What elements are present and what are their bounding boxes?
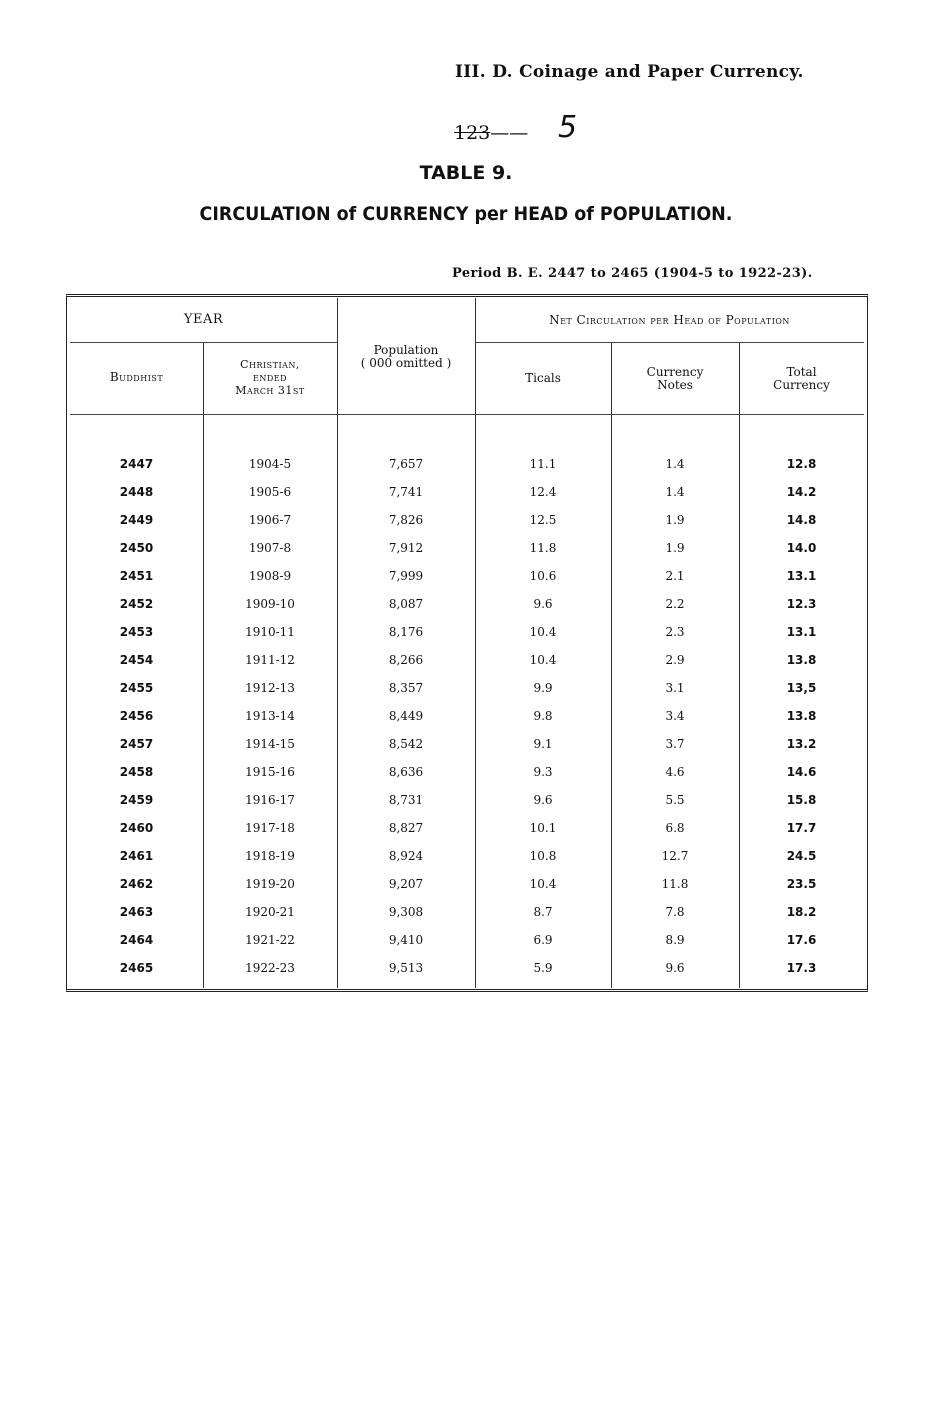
cell-population: 8,266 bbox=[388, 653, 424, 667]
cell-ticals: 8.7 bbox=[533, 905, 553, 919]
cell-buddhist: 2463 bbox=[119, 905, 154, 919]
cell-total: 13.2 bbox=[786, 737, 817, 751]
header-total-line2: Currency bbox=[773, 378, 830, 392]
cell-population: 8,636 bbox=[388, 765, 424, 779]
cell-notes: 6.8 bbox=[665, 821, 685, 835]
cell-notes: 4.6 bbox=[665, 765, 685, 779]
cell-christian: 1908-9 bbox=[248, 569, 292, 583]
cell-ticals: 11.8 bbox=[529, 541, 557, 555]
cell-population: 8,827 bbox=[388, 821, 424, 835]
cell-christian: 1913-14 bbox=[245, 709, 295, 723]
cell-total: 14.0 bbox=[786, 541, 817, 555]
cell-notes: 3.7 bbox=[665, 737, 685, 751]
table-title: CIRCULATION of CURRENCY per HEAD of POPULATION. bbox=[199, 203, 733, 225]
cell-christian: 1911-12 bbox=[245, 653, 295, 667]
cell-ticals: 9.8 bbox=[533, 709, 553, 723]
cell-notes: 2.3 bbox=[665, 625, 685, 639]
cell-ticals: 10.4 bbox=[529, 877, 557, 891]
cell-christian: 1919-20 bbox=[245, 877, 295, 891]
cell-total: 12.3 bbox=[786, 597, 817, 611]
cell-ticals: 9.6 bbox=[533, 597, 553, 611]
cell-notes: 3.1 bbox=[665, 681, 685, 695]
cell-population: 9,513 bbox=[388, 961, 424, 975]
cell-christian: 1905-6 bbox=[248, 485, 292, 499]
struck-page-number: 123 bbox=[454, 122, 491, 144]
header-buddhist: Buddhist bbox=[109, 370, 164, 384]
cell-notes: 2.2 bbox=[665, 597, 685, 611]
cell-notes: 8.9 bbox=[665, 933, 685, 947]
handwritten-page-mark: 5 bbox=[558, 110, 578, 145]
cell-ticals: 9.6 bbox=[533, 793, 553, 807]
page-number bbox=[454, 122, 528, 144]
header-year: YEAR bbox=[183, 312, 224, 327]
header-population-line1: Population bbox=[373, 343, 439, 357]
cell-population: 9,308 bbox=[388, 905, 424, 919]
cell-buddhist: 2460 bbox=[119, 821, 154, 835]
cell-total: 24.5 bbox=[786, 849, 817, 863]
cell-population: 9,410 bbox=[388, 933, 424, 947]
cell-ticals: 9.9 bbox=[533, 681, 553, 695]
cell-buddhist: 2459 bbox=[119, 793, 154, 807]
header-net-circulation: Net Circulation per Head of Population bbox=[549, 313, 790, 327]
header-ticals: Ticals bbox=[525, 371, 561, 385]
cell-notes: 12.7 bbox=[661, 849, 689, 863]
cell-notes: 1.9 bbox=[665, 541, 685, 555]
cell-notes: 1.9 bbox=[665, 513, 685, 527]
cell-ticals: 9.1 bbox=[533, 737, 553, 751]
header-christian bbox=[203, 358, 337, 397]
cell-population: 8,542 bbox=[388, 737, 424, 751]
cell-buddhist: 2462 bbox=[119, 877, 154, 891]
cell-population: 8,731 bbox=[388, 793, 424, 807]
cell-ticals: 11.1 bbox=[529, 457, 557, 471]
cell-total: 13.8 bbox=[786, 709, 817, 723]
header-population-line2: ( 000 omitted ) bbox=[360, 356, 452, 370]
cell-christian: 1916-17 bbox=[245, 793, 295, 807]
cell-total: 17.3 bbox=[786, 961, 817, 975]
cell-notes: 3.4 bbox=[665, 709, 685, 723]
cell-christian: 1910-11 bbox=[245, 625, 295, 639]
header-rule bbox=[70, 414, 864, 415]
header-rule bbox=[70, 342, 337, 343]
cell-notes: 11.8 bbox=[661, 877, 689, 891]
cell-christian: 1917-18 bbox=[245, 821, 295, 835]
cell-christian: 1920-21 bbox=[245, 905, 295, 919]
cell-ticals: 6.9 bbox=[533, 933, 553, 947]
cell-christian: 1918-19 bbox=[245, 849, 295, 863]
cell-buddhist: 2451 bbox=[119, 569, 154, 583]
cell-total: 13.1 bbox=[786, 625, 817, 639]
table-number: TABLE 9. bbox=[419, 162, 513, 184]
cell-christian: 1921-22 bbox=[245, 933, 295, 947]
cell-ticals: 9.3 bbox=[533, 765, 553, 779]
cell-population: 7,826 bbox=[388, 513, 424, 527]
cell-buddhist: 2454 bbox=[119, 653, 154, 667]
cell-total: 13,5 bbox=[786, 681, 817, 695]
cell-total: 18.2 bbox=[786, 905, 817, 919]
cell-total: 12.8 bbox=[786, 457, 817, 471]
cell-ticals: 5.9 bbox=[533, 961, 553, 975]
cell-total: 14.8 bbox=[786, 513, 817, 527]
cell-population: 8,449 bbox=[388, 709, 424, 723]
cell-buddhist: 2458 bbox=[119, 765, 154, 779]
cell-ticals: 10.4 bbox=[529, 625, 557, 639]
cell-ticals: 10.6 bbox=[529, 569, 557, 583]
section-heading: III. D. Coinage and Paper Currency. bbox=[455, 62, 804, 82]
cell-total: 14.6 bbox=[786, 765, 817, 779]
cell-population: 9,207 bbox=[388, 877, 424, 891]
cell-notes: 1.4 bbox=[665, 457, 685, 471]
header-notes-line2: Notes bbox=[657, 378, 693, 392]
cell-christian: 1906-7 bbox=[248, 513, 292, 527]
cell-buddhist: 2461 bbox=[119, 849, 154, 863]
cell-population: 8,924 bbox=[388, 849, 424, 863]
cell-buddhist: 2449 bbox=[119, 513, 154, 527]
cell-total: 13.1 bbox=[786, 569, 817, 583]
cell-buddhist: 2457 bbox=[119, 737, 154, 751]
cell-population: 7,741 bbox=[388, 485, 424, 499]
header-christian-line1: Christian, bbox=[240, 358, 300, 371]
cell-buddhist: 2452 bbox=[119, 597, 154, 611]
header-christian-line3: March 31st bbox=[235, 384, 305, 397]
cell-population: 8,087 bbox=[388, 597, 424, 611]
cell-buddhist: 2456 bbox=[119, 709, 154, 723]
header-total-currency bbox=[739, 366, 864, 392]
period-note: Period B. E. 2447 to 2465 (1904-5 to 1922-23). bbox=[452, 266, 813, 281]
cell-christian: 1909-10 bbox=[245, 597, 295, 611]
cell-population: 8,176 bbox=[388, 625, 424, 639]
cell-notes: 2.1 bbox=[665, 569, 685, 583]
cell-population: 7,999 bbox=[388, 569, 424, 583]
cell-total: 17.6 bbox=[786, 933, 817, 947]
header-notes-line1: Currency bbox=[646, 365, 704, 379]
cell-total: 15.8 bbox=[786, 793, 817, 807]
cell-notes: 5.5 bbox=[665, 793, 685, 807]
cell-ticals: 10.1 bbox=[529, 821, 557, 835]
cell-christian: 1912-13 bbox=[245, 681, 295, 695]
cell-total: 14.2 bbox=[786, 485, 817, 499]
cell-population: 7,657 bbox=[388, 457, 424, 471]
cell-notes: 2.9 bbox=[665, 653, 685, 667]
cell-ticals: 10.4 bbox=[529, 653, 557, 667]
strike-dash: —— bbox=[490, 122, 529, 144]
cell-ticals: 12.5 bbox=[529, 513, 557, 527]
header-total-line1: Total bbox=[786, 365, 817, 379]
cell-notes: 1.4 bbox=[665, 485, 685, 499]
cell-christian: 1914-15 bbox=[245, 737, 295, 751]
cell-notes: 7.8 bbox=[665, 905, 685, 919]
cell-buddhist: 2447 bbox=[119, 457, 154, 471]
cell-christian: 1907-8 bbox=[248, 541, 292, 555]
header-currency-notes bbox=[611, 366, 739, 392]
cell-christian: 1915-16 bbox=[245, 765, 295, 779]
cell-buddhist: 2455 bbox=[119, 681, 154, 695]
cell-population: 8,357 bbox=[388, 681, 424, 695]
header-rule bbox=[475, 342, 864, 343]
cell-ticals: 12.4 bbox=[529, 485, 557, 499]
cell-total: 13.8 bbox=[786, 653, 817, 667]
cell-total: 17.7 bbox=[786, 821, 817, 835]
cell-christian: 1904-5 bbox=[248, 457, 292, 471]
cell-population: 7,912 bbox=[388, 541, 424, 555]
cell-buddhist: 2465 bbox=[119, 961, 154, 975]
cell-notes: 9.6 bbox=[665, 961, 685, 975]
header-population bbox=[337, 344, 475, 370]
cell-ticals: 10.8 bbox=[529, 849, 557, 863]
cell-buddhist: 2453 bbox=[119, 625, 154, 639]
cell-buddhist: 2464 bbox=[119, 933, 154, 947]
cell-christian: 1922-23 bbox=[245, 961, 295, 975]
cell-buddhist: 2450 bbox=[119, 541, 154, 555]
header-christian-line2: ended bbox=[252, 371, 287, 384]
cell-total: 23.5 bbox=[786, 877, 817, 891]
cell-buddhist: 2448 bbox=[119, 485, 154, 499]
